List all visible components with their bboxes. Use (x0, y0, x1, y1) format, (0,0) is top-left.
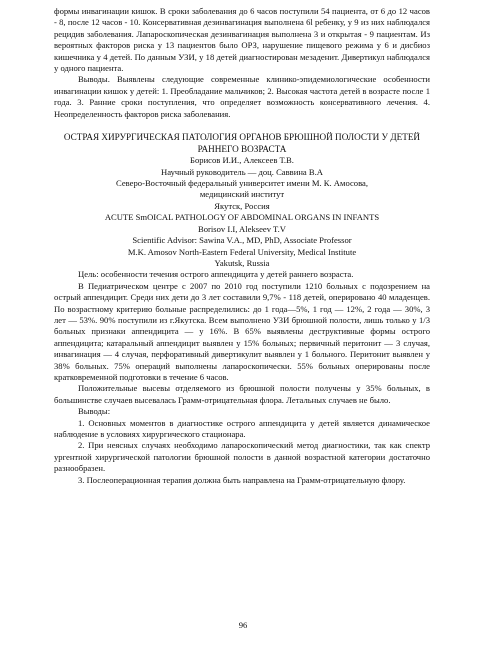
body-paragraph-1: В Педиатрическом центре с 2007 по 2010 год поступили 1210 больных с подозрением на острый аппендицит. Среди них дети до 3 лет составили 9,7% - 118 детей, оперировано 40 младенцев. По возрастному критерию больные распределились: до 1 года—5%, 1 год — 12%, 2 года — 30%, 3 лет — 53%. 90% поступили из г.Якутска. Всем выполнено УЗИ брюшной полости, лишь только у 1/3 больных признаки аппендицита — у 16%. В 65% выявлены деструктивные формы острого аппендицита; катаральный аппендицит выявлен у 15% больных; первичный перитонит — 3 случая, инвагинация — 4 случая, перфоративный дивертикулит выявлен у 1 больного. Перитонит выявлен у 38% больных. 75% операций выполнены лапароскопически. 55% больных оперированы после кратковременной подготовки в течение 6 часов. (54, 280, 430, 382)
ru-authors: Борисов И.И., Алексеев Т.В. (190, 155, 294, 166)
top-paragraph-1: формы инвагинации кишок. В сроки заболевания до 6 часов поступили 54 пациента, от 6 до 12 часов - 8, после 12 часов - 10. Консервативная дезинвагинация выполнена 6l ребенку, у 9 из них наблюдался рецидив заболевания. Лапароскопическая дезинвагинация выполнена 3 и открытая - 9 пациентам. Из вероятных факторов риска у 13 пациентов было ОРЗ, нарушение пищевого режима у 6 и дисбиоз кишечника у 4 детей. По данным УЗИ, у 18 детей диагностирован мезаденит. Дивертикул наблюдался у одного пациента. (54, 6, 430, 74)
page-number: 96 (238, 620, 248, 630)
en-advisor: Scientific Advisor: Sawina V.A., MD, PhD, Associate Professor (132, 235, 352, 246)
goal-paragraph: Цель: особенности течения острого аппендицита у детей раннего возраста. (78, 269, 354, 280)
section-gap (54, 120, 430, 130)
ru-advisor: Научный руководитель — доц. Саввина В.А (160, 166, 323, 177)
ru-city: Якутск, Россия (214, 200, 270, 211)
conclusion-2: 2. При неясных случаях необходимо лапароскопический метод диагностики, так как спектр ургентной хирургической патологии брюшной полости в данной возрастной категории достаточно разнообразен. (54, 440, 430, 474)
body-paragraph-2: Положительные высевы отделяемого из брюшной полости получены у 35% больных, в большинстве случаев высевалась Грамм-отрицательная флора. Летальных случаев не было. (54, 383, 430, 405)
en-title: ACUTE SmOICAL PATHOLOGY OF ABDOMINAL ORGANS IN INFANTS (104, 212, 380, 223)
ru-affiliation-1: Северо-Восточный федеральный университет имени М. К. Амосова, (116, 178, 368, 189)
ru-title: ОСТРАЯ ХИРУРГИЧЕСКАЯ ПАТОЛОГИЯ ОРГАНОВ БРЮШНОЙ ПОЛОСТИ У ДЕТЕЙ РАННЕГО ВОЗРАСТА (63, 132, 421, 154)
ru-affiliation-2: медицинский институт (199, 189, 285, 200)
en-authors: Borisov I.I, Alekseev T.V (198, 223, 286, 234)
en-affiliation: M.K. Amosov North-Eastern Federal University, Medical Institute (127, 246, 357, 257)
conclusion-1: 1. Основных моментов в диагностике острого аппендицита у детей является динамическое наблюдение в условиях хирургического стационара. (54, 417, 430, 439)
en-city: Yakutsk, Russia (214, 257, 270, 268)
conclusion-3: 3. Послеоперационная терапия должна быть направлена на Грамм-отрицательную флору. (78, 474, 406, 485)
top-paragraph-2: Выводы. Выявлены следующие современные клинико-эпидемиологические особенности инвагинации кишок у детей: 1. Преобладание мальчиков; 2. Высокая частота детей в возрасте после 1 года. 3. Ранние сроки поступления, что определяет возможность консервативного лечения. 4. Неопределенность факторов риска заболевания. (54, 74, 430, 119)
conclusions-label: Выводы: (78, 406, 111, 417)
